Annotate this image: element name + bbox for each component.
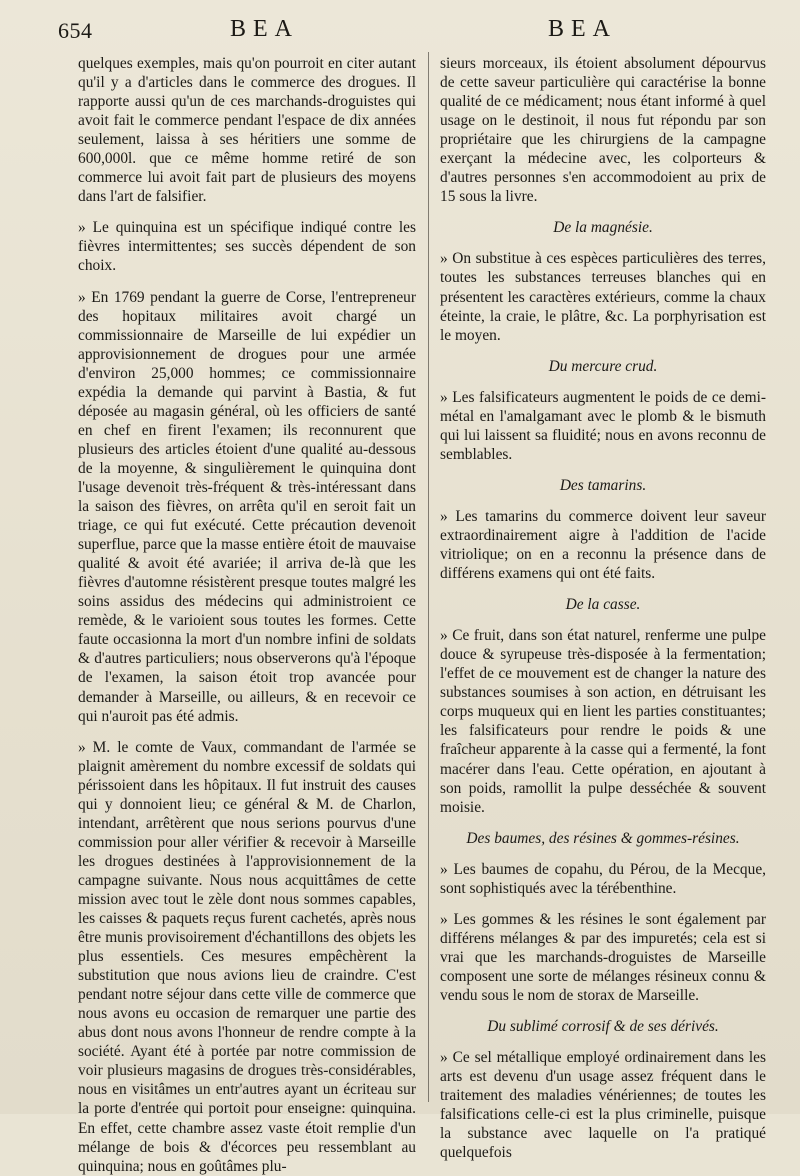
section-heading: Du mercure crud. <box>548 357 658 375</box>
paragraph: sieurs morceaux, ils étoient absolument dépourvus de cette saveur particulière qui caractérise la bonne qualité de ce médicament; nous étant informé à quel usage on le destinoit, il nous fut répondu par son propriétaire que les chirurgiens de la campagne exerçant la médecine avec, les colporteurs & d'autres personnes s'en accommodoient au prix de 15 sous la livre. <box>440 55 766 206</box>
paragraph: » Ce sel métallique employé ordinairement dans les arts est devenu d'un usage assez fréquent dans le traitement des maladies vénériennes; de toutes les falsifications celle-ci est la plus criminelle, puisque la substance avec laquelle on l'a pratiqué quelquefois <box>440 1049 766 1162</box>
section-heading: De la magnésie. <box>553 219 653 237</box>
section-heading: Des tamarins. <box>559 476 647 494</box>
section-heading: De la casse. <box>565 596 641 614</box>
paragraph: » Les falsificateurs augmentent le poids de ce demi-métal en l'amalgamant avec le plomb & le bismuth qui lui laissent sa fluidité; nous en avons reconnu de semblables. <box>440 388 766 463</box>
paragraph: » Les tamarins du commerce doivent leur saveur extraordinairement aigre à l'addition de l'acide vitriolique; on en a reconnu la présence dans de différens examens qui ont été faits. <box>440 507 766 583</box>
paragraph: » Ce fruit, dans son état naturel, renferme une pulpe douce & syrupeuse très-disposée à la fermentation; l'effet de ce mouvement est de changer la nature des substances soumises à son action, en détruisant les corps muqueux qui en lient les parties constituantes; les falsificateurs pour rendre le poids & une fraîcheur apparente à la casse qui a fermenté, la font macérer dans l'eau. Cette opération, en ajoutant à son poids, ramollit la pulpe desséchée & souvent moisie. <box>440 627 766 816</box>
paragraph: » Le quinquina est un spécifique indiqué contre les fièvres intermittentes; ses succès dépendent de son choix. <box>78 219 416 275</box>
column-divider <box>428 52 429 1102</box>
section-heading: Des baumes, des résines & gommes-résines. <box>466 829 740 847</box>
paragraph: » Les baumes de copahu, du Pérou, de la Mecque, sont sophistiqués avec la térébenthine. <box>440 860 766 897</box>
page-number: 654 <box>58 18 93 43</box>
paragraph: » Les gommes & les résines le sont également par différens mélanges & par des impuretés; cela est si vrai que les marchands-droguistes de Marseille composent une sorte de mélanges résineux connu & vendu sous le nom de storax de Marseille. <box>440 910 766 1004</box>
paragraph: quelques exemples, mais qu'on pourroit en citer autant qu'il y a d'articles dans le commerce des drogues. Il rapporte aussi qu'un de ces marchands-droguistes qui avoit fait le commerce pendant l'espace de dix années seulement, laissa à ses héritiers une somme de 600,000l. que ce même homme retiré de son commerce lui avoit fait part de plusieurs des moyens dans l'art de falsifier. <box>78 55 416 206</box>
paragraph: » On substitue à ces espèces particulières des terres, toutes les substances terreuses blanches qui en présentent les caractères extérieurs, comme la chaux éteinte, la craie, le plâtre, &c. La porphyrisation est le moyen. <box>440 250 766 344</box>
running-header <box>0 14 800 50</box>
running-title-right: BEA <box>548 16 617 42</box>
running-title-left: BEA <box>230 16 299 42</box>
paragraph: » M. le comte de Vaux, commandant de l'armée se plaignit amèrement du nombre excessif de soldats qui périssoient dans les hôpitaux. Il fut instruit des causes qui y donnoient lieu; ce général & M. de Charlon, intendant, arrêtèrent que nous serions pourvus d'une commission pour aller vérifier & recevoir à Marseille les drogues destinées à l'approvisionnement de la campagne suivante. Nous nous acquittâmes de cette mission avec tout le zèle dont nous sommes capables, les caisses & paquets reçus furent cachetés, après nous être munis provisoirement d'échantillons des objets les plus essentiels. Ces mesures empêchèrent la substitution que nous avions lieu de craindre. C'est pendant notre séjour dans cette ville de commerce que nous avons eu occasion de remarquer une partie des abus dont nous avons l'honneur de rendre compte à la société. Ayant été à portée par notre commission de voir plusieurs magasins de drogues très-considérables, nous en visitâmes un entr'autres ayant un écriteau sur la porte d'entrée qui portoit pour enseigne: quinquina. En effet, cette chambre assez vaste étoit remplie d'un mélange de bois & d'écorces peu ressemblant au quinquina; nous en goûtâmes plu- <box>78 738 416 1175</box>
paragraph: » En 1769 pendant la guerre de Corse, l'entrepreneur des hopitaux militaires avoit chargé un commissionnaire de Marseille de lui expédier un approvisionnement de drogues pour une armée d'environ 25,000 hommes; ce commissionnaire expédia la demande qui parvint à Bastia, & fut déposée au magasin général, où les officiers de santé en chef en firent l'examen; ils reconnurent que plusieurs des articles étoient d'une qualité au-dessous de la moyenne, & singulièrement le quinquina dont l'usage devenoit très-fréquent & très-intéressant dans la saison des fièvres, on arrêta qu'il en seroit fait un triage, ce qui fut exécuté. Cette précaution devenoit superflue, parce que la masse entière étoit de mauvaise qualité & avoit été avariée; il arriva de-là que les fièvres d'automne résistèrent presque toutes malgré les soins assidus des médecins qui administroient ce remède, & le varioient sous toutes les formes. Cette faute occasionna la mort d'un nombre infini de soldats & d'autres particuliers; nous observerons qu'à l'époque de l'examen, la saison étoit trop avancée pour demander à Marseille, ou ailleurs, & en recevoir ce qui n'auroit pas été admis. <box>78 288 417 725</box>
right-column <box>440 54 766 1162</box>
left-column <box>78 54 417 1175</box>
section-heading: Du sublimé corrosif & de ses dérivés. <box>487 1018 719 1036</box>
